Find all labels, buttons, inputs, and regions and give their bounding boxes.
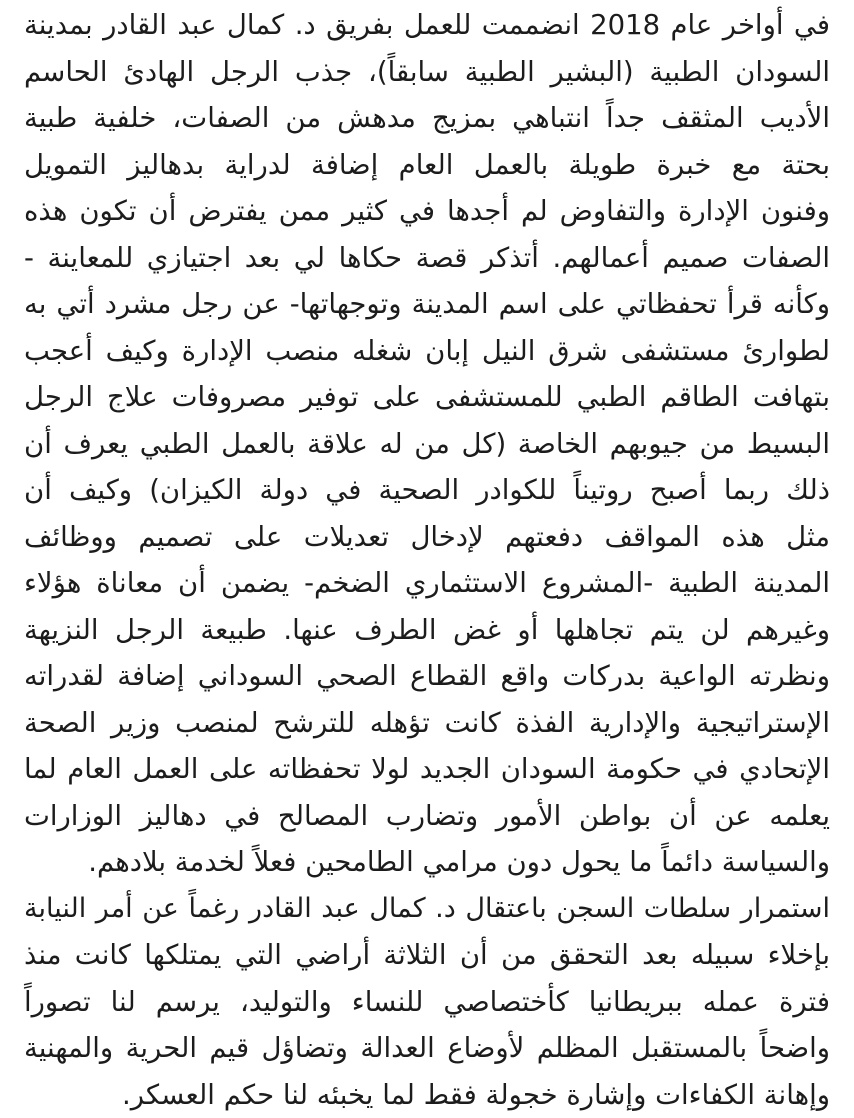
text-line-7: وكأنه قرأ تحفظاتي على اسم المدينة وتوجهاتها- عن رجل مشرد أتي به: [24, 281, 830, 328]
text-line-24: وإهانة الكفاءات وإشارة خجولة فقط لما يخبئه لنا حكم العسكر.: [24, 1072, 830, 1118]
text-line-13: المدينة الطبية -المشروع الاستثماري الضخم- يضمن أن معاناة هؤلاء: [24, 560, 830, 607]
text-line-5: وفنون الإدارة والتفاوض لم أجدها في كثير ممن يفترض أن تكون هذه: [24, 188, 830, 235]
text-line-21: بإخلاء سبيله بعد التحقق من أن الثلاثة أراضي التي يمتلكها كانت منذ: [24, 932, 830, 979]
text-line-12: مثل هذه المواقف دفعتهم لإدخال تعديلات على تصميم ووظائف: [24, 514, 830, 561]
text-line-19: والسياسة دائماً ما يحول دون مرامي الطامحين فعلاً لخدمة بلادهم.: [24, 839, 830, 886]
text-line-17: الإتحادي في حكومة السودان الجديد لولا تحفظاته على العمل العام لما: [24, 746, 830, 793]
text-line-1: في أواخر عام 2018 انضممت للعمل بفريق د. كمال عبد القادر بمدينة: [24, 2, 830, 49]
text-line-9: بتهافت الطاقم الطبي للمستشفى على توفير مصروفات علاج الرجل: [24, 374, 830, 421]
text-line-2: السودان الطبية (البشير الطبية سابقاً)، جذب الرجل الهادئ الحاسم: [24, 49, 830, 96]
text-line-11: ذلك ربما أصبح روتيناً للكوادر الصحية في دولة الكيزان) وكيف أن: [24, 467, 830, 514]
text-line-4: بحتة مع خبرة طويلة بالعمل العام إضافة لدراية بدهاليز التمويل: [24, 142, 830, 189]
text-line-15: ونظرته الواعية بدركات واقع القطاع الصحي السوداني إضافة لقدراته: [24, 653, 830, 700]
text-line-23: واضحاً بالمستقبل المظلم لأوضاع العدالة وتضاؤل قيم الحرية والمهنية: [24, 1025, 830, 1072]
text-line-8: لطوارئ مستشفى شرق النيل إبان شغله منصب الإدارة وكيف أعجب: [24, 328, 830, 375]
text-line-16: الإستراتيجية والإدارية الفذة كانت تؤهله للترشح لمنصب وزير الصحة: [24, 700, 830, 747]
text-line-22: فترة عمله ببريطانيا كأختصاصي للنساء والتوليد، يرسم لنا تصوراً: [24, 979, 830, 1026]
text-line-6: الصفات صميم أعمالهم. أتذكر قصة حكاها لي بعد اجتيازي للمعاينة -: [24, 235, 830, 282]
text-line-10: البسيط من جيوبهم الخاصة (كل من له علاقة بالعمل الطبي يعرف أن: [24, 421, 830, 468]
text-line-18: يعلمه عن أن بواطن الأمور وتضارب المصالح في دهاليز الوزارات: [24, 793, 830, 840]
text-line-20: استمرار سلطات السجن باعتقال د. كمال عبد القادر رغماً عن أمر النيابة: [24, 886, 830, 933]
text-line-14: وغيرهم لن يتم تجاهلها أو غض الطرف عنها. طبيعة الرجل النزيهة: [24, 607, 830, 654]
text-line-3: الأديب المثقف جداً انتباهي بمزيج مدهش من الصفات، خلفية طبية: [24, 95, 830, 142]
